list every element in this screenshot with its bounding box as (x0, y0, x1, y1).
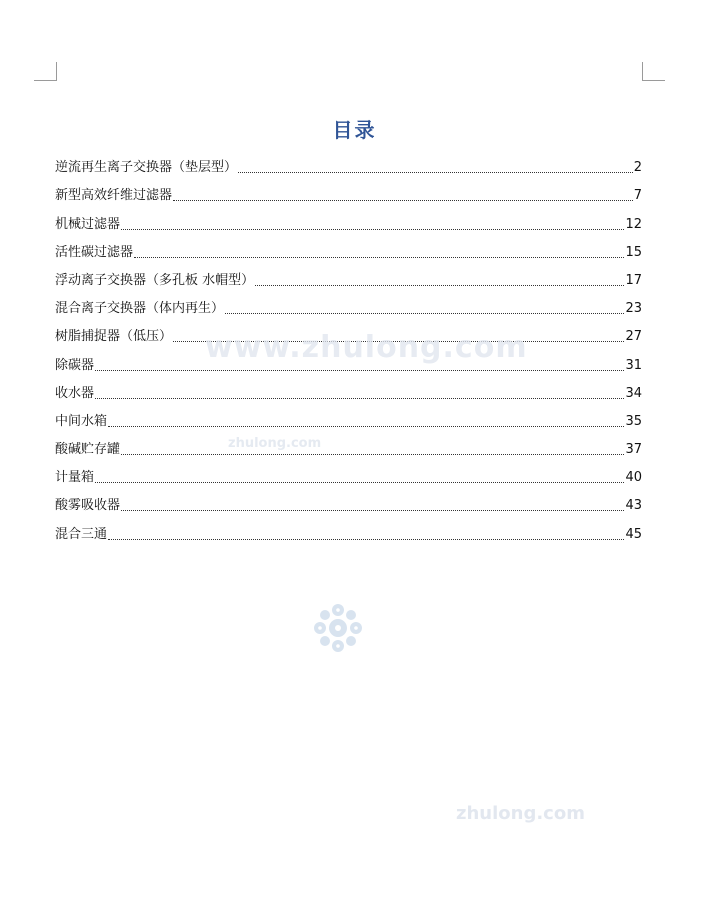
toc-entry-page: 27 (625, 329, 642, 345)
toc-entry-label: 除碳器 (55, 357, 95, 373)
toc-dot-leader (121, 228, 624, 230)
toc-dot-leader (121, 509, 624, 511)
watermark-small: zhulong.com (228, 436, 322, 451)
toc-entry[interactable] (55, 263, 642, 291)
toc-dot-leader (108, 538, 624, 540)
toc-entry[interactable] (55, 347, 642, 375)
toc-entry[interactable] (55, 291, 642, 319)
toc-entry-page: 15 (625, 244, 642, 260)
toc-entry-page: 7 (633, 188, 642, 204)
toc-entry[interactable] (55, 178, 642, 206)
toc-dot-leader (121, 453, 624, 455)
toc-dot-leader (95, 481, 624, 483)
toc-entry[interactable] (55, 488, 642, 516)
toc-entry-label: 机械过滤器 (55, 216, 121, 232)
toc-entry-page: 31 (625, 357, 642, 373)
toc-entry-label: 计量箱 (55, 470, 95, 486)
toc-entry-label: 树脂捕捉器（低压） (55, 329, 173, 345)
toc-entry[interactable] (55, 516, 642, 544)
toc-dot-leader (95, 397, 624, 399)
toc-entry[interactable] (55, 376, 642, 404)
toc-entry[interactable] (55, 206, 642, 234)
toc-list (55, 150, 642, 545)
toc-dot-leader (134, 256, 624, 258)
toc-entry[interactable] (55, 319, 642, 347)
toc-dot-leader (225, 312, 624, 314)
crop-mark-top-left (34, 62, 57, 81)
toc-entry-label: 浮动离子交换器（多孔板 水帽型） (55, 272, 255, 288)
toc-entry-page: 37 (625, 442, 642, 458)
toc-entry-page: 45 (625, 526, 642, 542)
toc-dot-leader (108, 425, 624, 427)
toc-dot-leader (173, 199, 633, 201)
toc-dot-leader (173, 340, 624, 342)
toc-entry[interactable] (55, 150, 642, 178)
toc-entry[interactable] (55, 404, 642, 432)
toc-entry-page: 43 (625, 498, 642, 514)
toc-entry-page: 17 (625, 272, 642, 288)
toc-entry[interactable] (55, 235, 642, 263)
toc-entry-label: 收水器 (55, 385, 95, 401)
toc-entry-page: 40 (625, 470, 642, 486)
toc-entry[interactable] (55, 460, 642, 488)
watermark-main: www.zhulong.com (205, 330, 528, 365)
toc-entry-label: 混合离子交换器（体内再生） (55, 301, 225, 317)
toc-entry-page: 12 (625, 216, 642, 232)
toc-entry-label: 酸雾吸收器 (55, 498, 121, 514)
toc-dot-leader (95, 369, 624, 371)
toc-entry-label: 活性碳过滤器 (55, 244, 134, 260)
toc-entry-page: 34 (625, 385, 642, 401)
toc-entry-page: 23 (625, 301, 642, 317)
toc-entry-label: 中间水箱 (55, 413, 108, 429)
toc-entry[interactable] (55, 432, 642, 460)
toc-entry-label: 混合三通 (55, 526, 108, 542)
crop-mark-top-right (642, 62, 665, 81)
snowflake-logo-icon (312, 602, 364, 654)
toc-entry-page: 2 (633, 160, 642, 176)
toc-entry-label: 新型高效纤维过滤器 (55, 188, 173, 204)
watermark-bottom: zhulong.com (456, 803, 585, 824)
toc-title: 目录 (332, 118, 377, 142)
toc-entry-label: 逆流再生离子交换器（垫层型） (55, 160, 238, 176)
toc-dot-leader (238, 171, 633, 173)
toc-dot-leader (255, 284, 624, 286)
toc-entry-label: 酸碱贮存罐 (55, 442, 121, 458)
toc-entry-page: 35 (625, 413, 642, 429)
